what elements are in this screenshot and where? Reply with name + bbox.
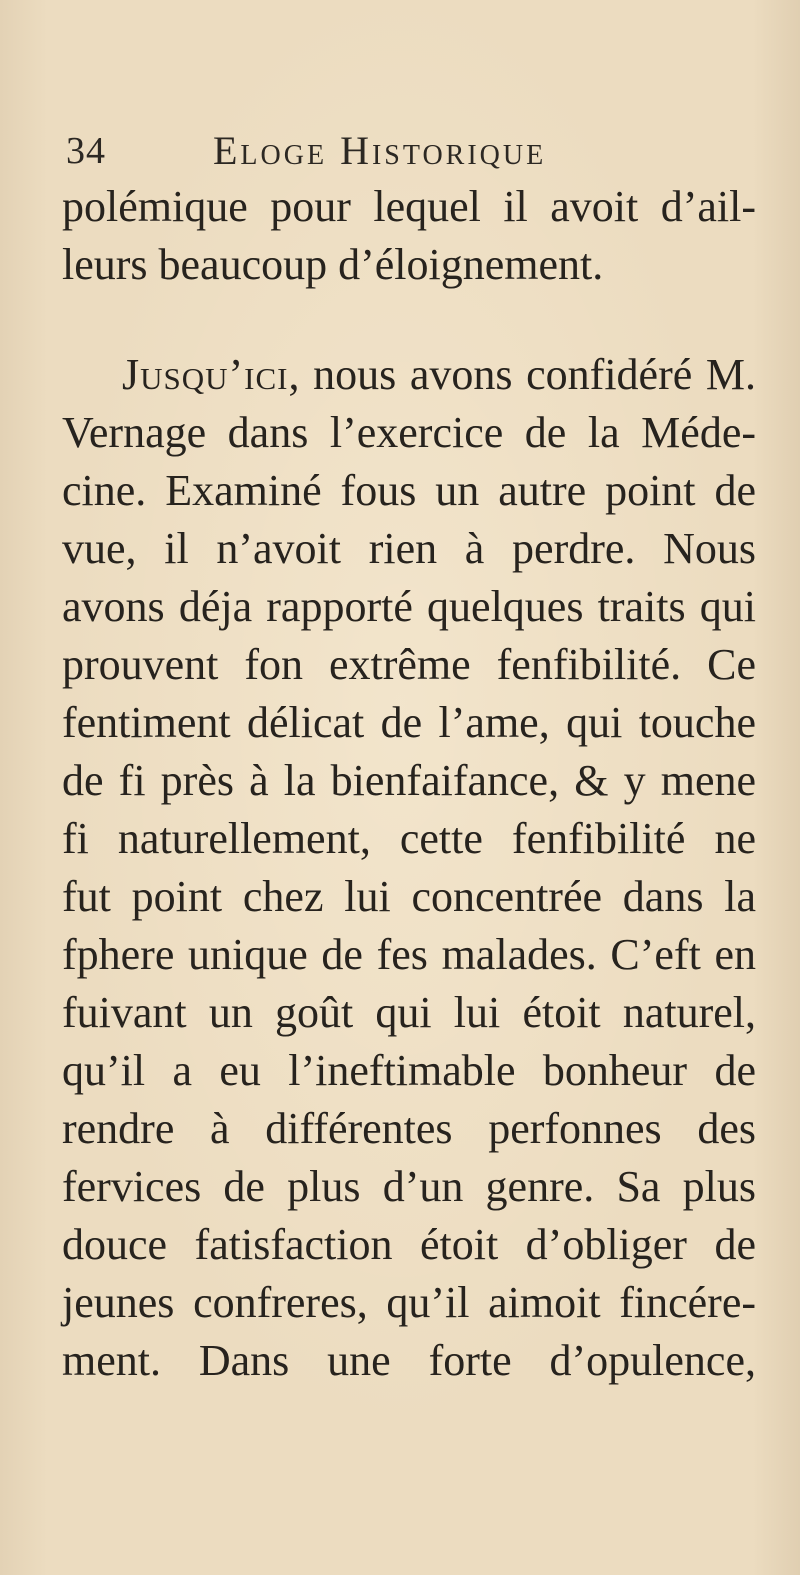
text-line: leurs beaucoup d’éloignement. [62, 240, 604, 289]
text-line: polémique pour lequel il avoit d’ail- [62, 182, 756, 231]
body-text [62, 178, 756, 1390]
text-line: fi naturellement, cette fenfibilité ne [62, 814, 756, 863]
text-line: fphere unique de fes malades. C’eft en [62, 930, 756, 979]
text-line: Vernage dans l’exercice de la Méde- [62, 408, 756, 457]
text-line: avons déja rapporté quelques traits qui [62, 582, 756, 631]
page-number: 34 [66, 130, 106, 172]
text-line: prouvent fon extrême fenfibilité. Ce [62, 640, 756, 689]
text-line: vue, il n’avoit rien à perdre. Nous [62, 524, 756, 573]
opening-word: Jusqu’ici [122, 350, 289, 399]
text-line: ment. Dans une forte d’opulence, [62, 1336, 756, 1385]
text-line: jeunes confreres, qu’il aimoit fincére- [62, 1278, 756, 1327]
paragraph-gap [62, 294, 756, 346]
text-line: qu’il a eu l’ineftimable bonheur de [62, 1046, 756, 1095]
text-line: fentiment délicat de l’ame, qui touche [62, 698, 756, 747]
text-line-rest: , nous avons confidéré M. [288, 350, 756, 399]
paragraph-1 [62, 178, 756, 294]
paragraph-2 [62, 346, 756, 1390]
text-line: de fi près à la bienfaifance, & y mene [62, 756, 756, 805]
text-line: rendre à différentes perfonnes des [62, 1104, 756, 1153]
text-line: douce fatisfaction étoit d’obliger de [62, 1220, 756, 1269]
text-line: cine. Examiné fous un autre point de [62, 466, 756, 515]
running-head: Eloge Historique [213, 128, 547, 173]
text-line: fut point chez lui concentrée dans la [62, 872, 756, 921]
text-line: fervices de plus d’un genre. Sa plus [62, 1162, 756, 1211]
text-line: fuivant un goût qui lui étoit naturel, [62, 988, 756, 1037]
page-header [66, 127, 766, 177]
text-line [62, 346, 756, 404]
